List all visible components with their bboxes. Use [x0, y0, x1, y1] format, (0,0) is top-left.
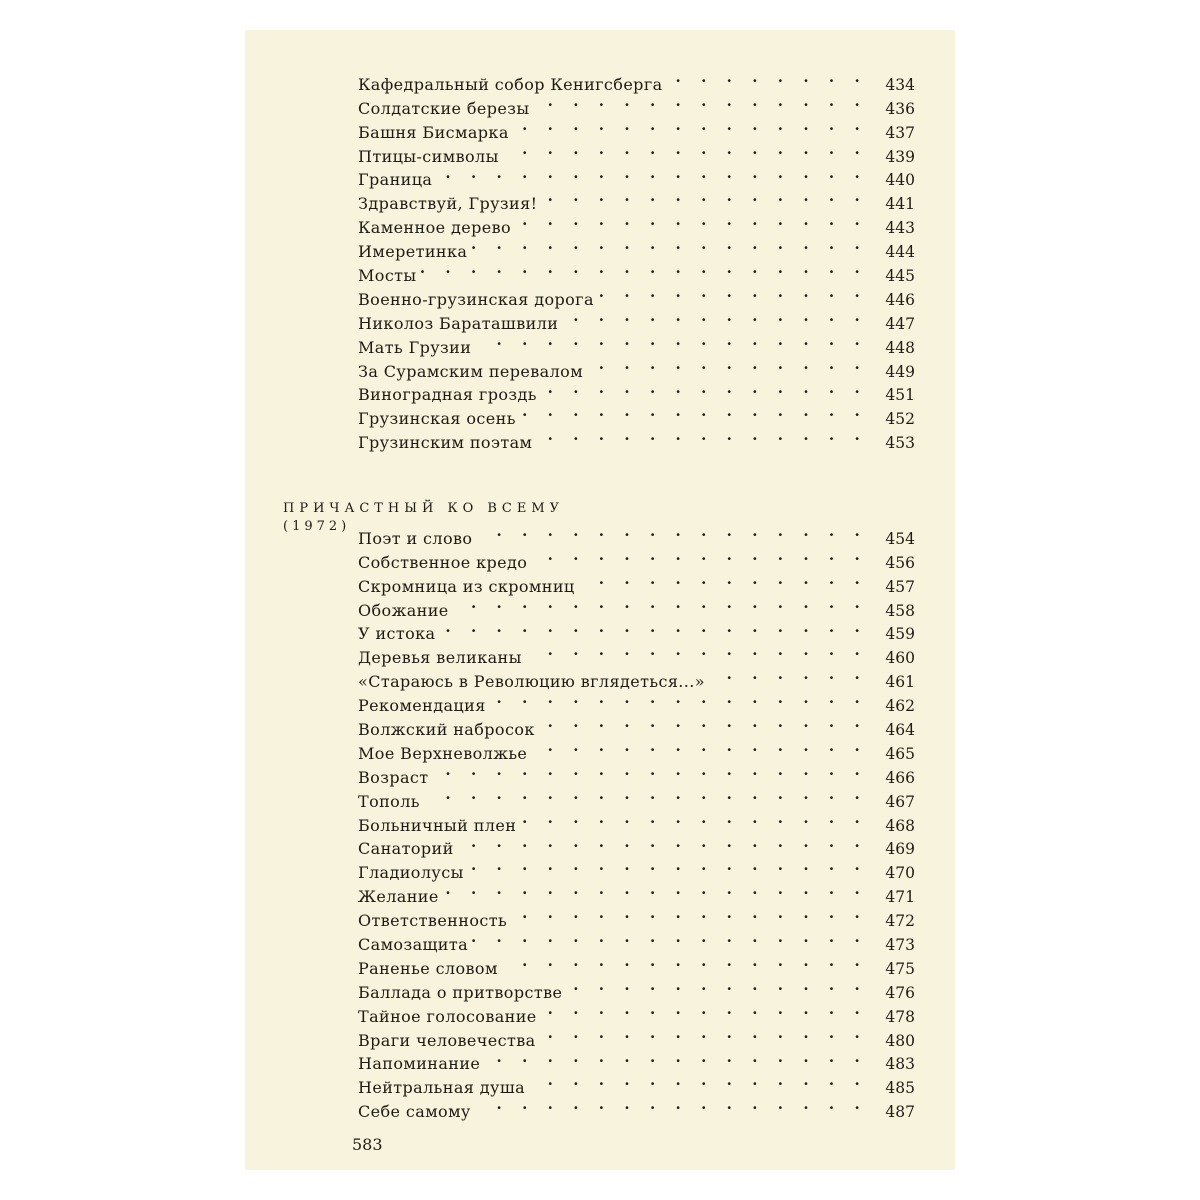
dot-leader [476, 520, 879, 544]
toc-entry-page: 449 [885, 362, 915, 381]
toc-entry [358, 616, 915, 644]
toc-entry-page: 437 [885, 123, 915, 142]
dot-leader [468, 854, 879, 878]
dot-leader [566, 974, 879, 998]
toc-section-1 [358, 66, 915, 453]
toc-entry-page: 467 [885, 792, 915, 811]
toc-entry [358, 807, 915, 835]
toc-entry-title: Николоз Бараташвили [358, 313, 559, 333]
toc-entry-page: 446 [885, 290, 915, 309]
dot-leader [667, 66, 879, 90]
page-number: 583 [352, 1135, 383, 1154]
toc-entry-title: «Стараюсь в Революцию вглядеться...» [358, 672, 705, 692]
toc-entry-title: Санаторий [358, 839, 454, 859]
toc-entry-page: 444 [885, 243, 915, 262]
toc-entry-page: 448 [885, 338, 915, 357]
toc-entry-page: 460 [885, 649, 915, 668]
toc-entry-title: Гладиолусы [358, 863, 464, 883]
dot-leader [484, 1046, 879, 1070]
section-year: (1972) [283, 519, 351, 534]
dot-leader [541, 185, 879, 209]
toc-entry-title: Мосты [358, 266, 417, 286]
toc-entry-title: Рекомендация [358, 696, 486, 716]
toc-entry-title: Солдатские березы [358, 98, 530, 118]
dot-leader [421, 257, 879, 281]
toc-entry-title: Кафедральный собор Кенигсберга [358, 74, 663, 94]
toc-entry-title: Враги человечества [358, 1030, 536, 1050]
toc-entry-page: 453 [885, 434, 915, 453]
toc-entry-page: 445 [885, 267, 915, 286]
toc-entry-page: 440 [885, 171, 915, 190]
dot-leader [490, 687, 879, 711]
toc-entry-title: Мать Грузии [358, 337, 472, 357]
toc-entry [358, 639, 915, 668]
toc-entry-title: У истока [358, 624, 436, 644]
toc-section-2 [358, 520, 915, 1122]
toc-entry-title: Граница [358, 170, 433, 190]
dot-leader [433, 759, 879, 783]
book-page [245, 30, 955, 1170]
dot-leader [541, 998, 879, 1022]
toc-entry-page: 459 [885, 625, 915, 644]
dot-leader [424, 783, 879, 807]
toc-entry-page: 458 [885, 601, 915, 620]
toc-entry-title: Деревья великаны [358, 648, 522, 668]
toc-entry-page: 439 [885, 147, 915, 166]
dot-leader [475, 1093, 879, 1117]
toc-entry [358, 520, 915, 548]
dot-leader [540, 1022, 879, 1046]
dot-leader [440, 616, 880, 640]
dot-leader [443, 878, 879, 902]
toc-entry-title: Волжский набросок [358, 720, 535, 740]
toc-entry-page: 471 [885, 888, 915, 907]
dot-leader [472, 926, 879, 950]
toc-entry-page: 434 [885, 75, 915, 94]
toc-entry-title: Желание [358, 887, 439, 907]
toc-entry-page: 464 [885, 721, 915, 740]
dot-leader [513, 114, 879, 138]
toc-entry-title: Обожание [358, 600, 449, 620]
toc-entry [358, 185, 915, 214]
toc-entry-title: Грузинским поэтам [358, 433, 533, 453]
toc-entry-page: 461 [885, 673, 915, 692]
toc-entry-title: Здравствуй, Грузия! [358, 194, 538, 214]
toc-entry-page: 443 [885, 219, 915, 238]
toc-entry-title: Имеретинка [358, 242, 468, 262]
toc-entry-page: 483 [885, 1055, 915, 1074]
dot-leader [534, 90, 879, 114]
dot-leader [587, 353, 879, 377]
dot-leader [475, 329, 879, 353]
toc-entry-title: Нейтральная душа [358, 1078, 526, 1098]
toc-entry-title: Мое Верхневолжье [358, 743, 528, 763]
dot-leader [503, 138, 879, 162]
toc-entry-title: Скромница из скромниц [358, 576, 575, 596]
toc-entry-title: Грузинская осень [358, 409, 516, 429]
toc-entry-page: 485 [885, 1079, 915, 1098]
toc-entry-page: 436 [885, 99, 915, 118]
toc-entry-page: 475 [885, 959, 915, 978]
toc-entry-page: 454 [885, 529, 915, 548]
toc-entry-title: Птицы-символы [358, 146, 499, 166]
dot-leader [471, 233, 879, 257]
toc-entry-page: 472 [885, 912, 915, 931]
toc-entry-title: За Сурамским перевалом [358, 361, 584, 381]
toc-entry-page: 441 [885, 195, 915, 214]
toc-entry-page: 451 [885, 386, 915, 405]
toc-entry-page: 447 [885, 314, 915, 333]
toc-entry [358, 162, 915, 190]
toc-entry-title: Тайное голосование [358, 1006, 537, 1026]
dot-leader [511, 902, 879, 926]
toc-entry-title: Самозащита [358, 935, 469, 955]
toc-entry-page: 476 [885, 983, 915, 1002]
toc-entry-title: Напоминание [358, 1054, 481, 1074]
toc-entry [358, 66, 915, 94]
dot-leader [526, 639, 879, 663]
toc-entry-title: Больничный плен [358, 815, 517, 835]
toc-entry-page: 473 [885, 936, 915, 955]
toc-entry [358, 257, 915, 286]
toc-entry-title: Баллада о притворстве [358, 982, 563, 1002]
section-heading: ПРИЧАСТНЫЙ КО ВСЕМУ [283, 501, 565, 516]
toc-entry-page: 470 [885, 864, 915, 883]
dot-leader [520, 807, 879, 831]
dot-leader [502, 950, 879, 974]
dot-leader [531, 735, 879, 759]
dot-leader [458, 831, 879, 855]
toc-entry-page: 462 [885, 697, 915, 716]
toc-entry-title: Каменное дерево [358, 218, 512, 238]
toc-entry-title: Возраст [358, 767, 429, 787]
toc-entry-title: Себе самому [358, 1102, 471, 1122]
dot-leader [529, 1069, 879, 1093]
toc-entry-page: 478 [885, 1007, 915, 1026]
toc-entry [358, 281, 915, 309]
dot-leader [598, 281, 879, 305]
toc-entry-page: 465 [885, 744, 915, 763]
dot-leader [436, 162, 879, 186]
dot-leader [562, 305, 879, 329]
dot-leader [579, 568, 879, 592]
toc-entry-page: 480 [885, 1031, 915, 1050]
toc-entry-title: Виноградная гроздь [358, 385, 537, 405]
dot-leader [541, 377, 879, 401]
toc-entry-title: Собственное кредо [358, 552, 528, 572]
toc-entry-title: Раненье словом [358, 958, 498, 978]
toc-entry-title: Поэт и слово [358, 528, 473, 548]
toc-entry [358, 783, 915, 811]
toc-entry-page: 487 [885, 1103, 915, 1122]
toc-entry-title: Тополь [358, 791, 420, 811]
toc-entry-title: Башня Бисмарка [358, 122, 509, 142]
toc-entry-page: 457 [885, 577, 915, 596]
toc-entry-page: 452 [885, 410, 915, 429]
dot-leader [453, 592, 879, 616]
dot-leader [536, 424, 879, 448]
dot-leader [520, 400, 879, 424]
dot-leader [515, 209, 879, 233]
toc-entry [358, 759, 915, 787]
toc-entry-title: Ответственность [358, 911, 508, 931]
toc-entry-title: Военно-грузинская дорога [358, 289, 594, 309]
toc-entry-page: 469 [885, 840, 915, 859]
dot-leader [539, 711, 879, 735]
dot-leader [709, 663, 879, 687]
toc-entry-page: 468 [885, 816, 915, 835]
toc-entry-page: 456 [885, 553, 915, 572]
toc-entry-page: 466 [885, 768, 915, 787]
dot-leader [531, 544, 879, 568]
